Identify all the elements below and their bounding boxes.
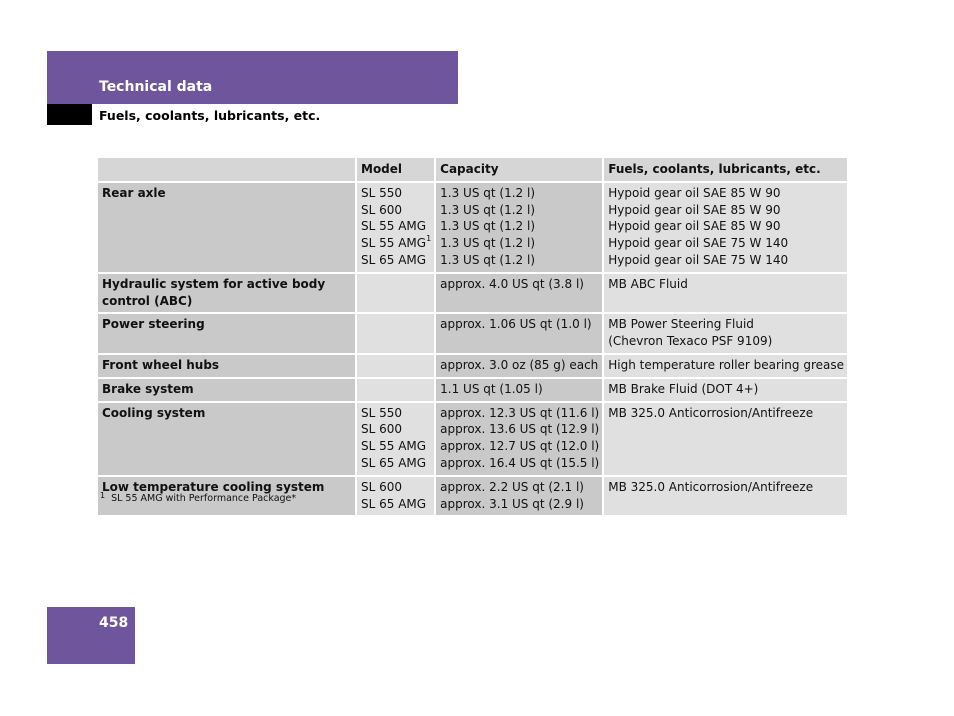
fluid-spec: Hypoid gear oil SAE 75 W 140 [608,236,789,251]
fluid-spec: Hypoid gear oil SAE 75 W 140 [608,252,789,267]
row-fluids [604,379,847,403]
capacity-value: approx. 12.7 US qt (12.0 l) [440,439,600,454]
row-capacities [436,274,604,315]
row-capacities [436,477,604,518]
fluid-spec: MB Brake Fluid (DOT 4+) [608,381,759,396]
row-system: Front wheel hubs [98,355,357,379]
capacity-value: approx. 3.0 oz (85 g) each [440,357,599,372]
fluids-table [98,158,847,517]
footnote [100,493,296,504]
model-label: SL 55 AMG [361,236,427,251]
fluid-spec: MB ABC Fluid [608,276,688,291]
capacity-value: approx. 13.6 US qt (12.9 l) [440,422,600,437]
capacity-value: 1.1 US qt (1.05 l) [440,381,543,396]
model-name [361,235,431,252]
model-label: SL 65 AMG [361,455,427,470]
row-fluids [604,183,847,274]
row-models [357,355,436,379]
fluid-spec: Hypoid gear oil SAE 85 W 90 [608,185,781,200]
row-capacities [436,379,604,403]
model-name [361,202,431,219]
footnote-text: SL 55 AMG with Performance Package* [111,493,297,504]
table-header-row [98,158,847,183]
model-label: SL 600 [361,422,403,437]
row-models [357,314,436,355]
section-title: Technical data [99,79,213,95]
column-header-fluids: Fuels, coolants, lubricants, etc. [604,158,847,183]
capacity-value: 1.3 US qt (1.2 l) [440,236,536,251]
footnote-reference: 1 [426,234,432,244]
section-tab-marker [47,104,92,125]
row-models [357,183,436,274]
model-name [361,421,431,438]
row-fluids [604,355,847,379]
model-name [361,496,431,513]
row-fluids [604,274,847,315]
capacity-value: 1.3 US qt (1.2 l) [440,202,536,217]
table-row [98,183,847,274]
row-models [357,379,436,403]
row-models [357,477,436,518]
fluid-spec: MB 325.0 Anticorrosion/Antifreeze [608,405,814,420]
capacity-value: 1.3 US qt (1.2 l) [440,219,536,234]
model-label: SL 600 [361,479,403,494]
column-header-capacity: Capacity [436,158,604,183]
table-row [98,274,847,315]
fluid-spec: MB 325.0 Anticorrosion/Antifreeze [608,479,814,494]
fluid-spec: Hypoid gear oil SAE 85 W 90 [608,202,781,217]
row-fluids [604,403,847,477]
capacity-value: approx. 4.0 US qt (3.8 l) [440,276,584,291]
footnote-mark: 1 [100,491,106,500]
model-label: SL 55 AMG [361,439,427,454]
table-row [98,403,847,477]
model-label: SL 600 [361,202,403,217]
fluid-spec: (Chevron Texaco PSF 9109) [608,334,773,349]
fluid-spec: Hypoid gear oil SAE 85 W 90 [608,219,781,234]
row-system: Cooling system [98,403,357,477]
model-label: SL 550 [361,185,403,200]
fluid-spec: High temperature roller bearing grease [608,357,844,372]
model-label: SL 65 AMG [361,496,427,511]
row-system: Low temperature cooling system [98,477,357,518]
capacity-value: approx. 12.3 US qt (11.6 l) [440,405,600,420]
capacity-value: approx. 2.2 US qt (2.1 l) [440,479,584,494]
model-name [361,218,431,235]
column-header-model: Model [357,158,436,183]
header-band [47,51,458,104]
model-label: SL 55 AMG [361,219,427,234]
section-subtitle: Fuels, coolants, lubricants, etc. [99,108,321,123]
model-name [361,405,431,422]
table-row [98,355,847,379]
model-name [361,252,431,269]
capacity-value: approx. 3.1 US qt (2.9 l) [440,496,584,511]
capacity-value: approx. 16.4 US qt (15.5 l) [440,455,600,470]
capacity-value: 1.3 US qt (1.2 l) [440,185,536,200]
row-models [357,274,436,315]
model-label: SL 65 AMG [361,252,427,267]
model-name [361,438,431,455]
row-capacities [436,183,604,274]
capacity-value: approx. 1.06 US qt (1.0 l) [440,317,592,332]
row-capacities [436,314,604,355]
model-name [361,479,431,496]
column-header-system [98,158,357,183]
row-fluids [604,314,847,355]
row-models [357,403,436,477]
row-capacities [436,403,604,477]
model-name [361,185,431,202]
row-capacities [436,355,604,379]
page-number: 458 [99,615,129,631]
fluid-spec: MB Power Steering Fluid [608,317,754,332]
table-body [98,183,847,518]
row-system: Brake system [98,379,357,403]
table-row [98,379,847,403]
row-system: Hydraulic system for active body control (ABC) [98,274,357,315]
model-label: SL 550 [361,405,403,420]
row-fluids [604,477,847,518]
model-name [361,455,431,472]
table-row [98,314,847,355]
capacity-value: 1.3 US qt (1.2 l) [440,252,536,267]
row-system: Rear axle [98,183,357,274]
row-system: Power steering [98,314,357,355]
